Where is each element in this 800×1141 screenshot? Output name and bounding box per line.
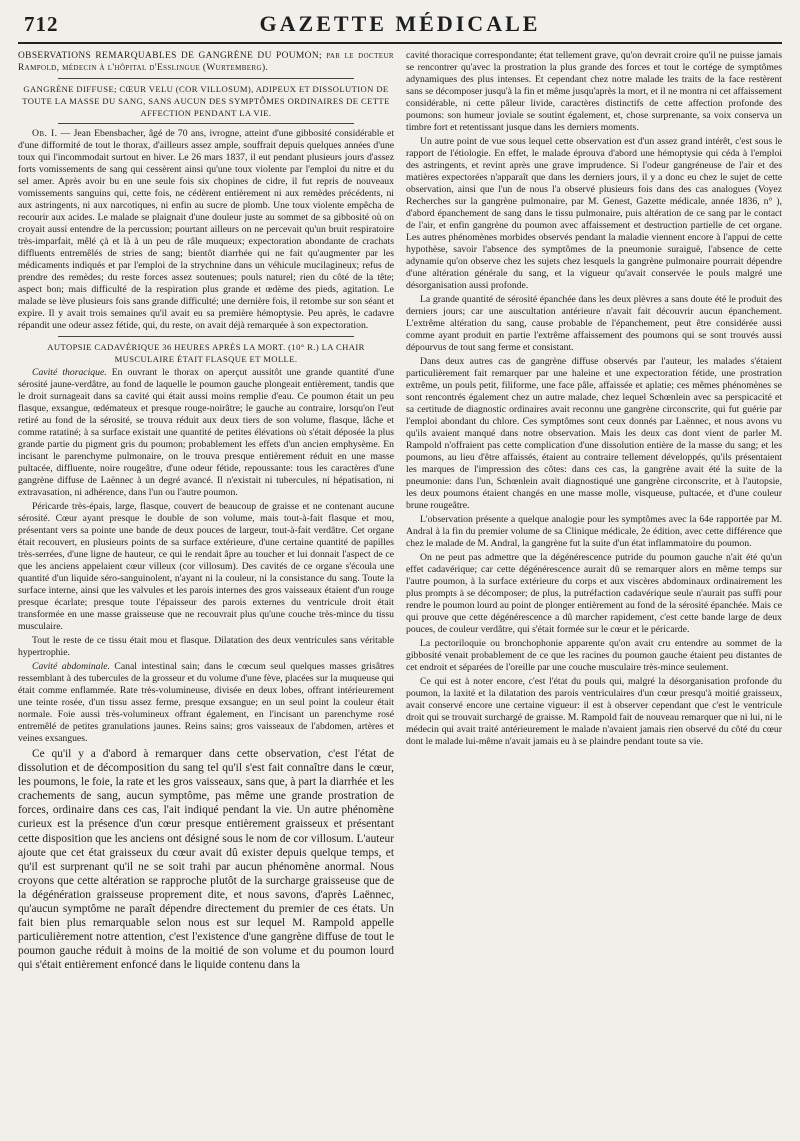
abdomen-text: Canal intestinal sain; dans le cœcum seul quelques masses grisâtres ressemblant à des tubercules de la grosseur et du volume d'une fève, placées sur la muqueuse qui était comme enflammée. Rate très-volumineuse, divisée en deux lobes, offrant intérieurement une teinte rosée, d'un tissu assez ferme, presque exsangue; en un seul point la couleur était normale. Foie aussi très-volumineux offrant également, en l'incisant un parenchyme rosé entremêlé de petites granulations jaunes. Reins sains; gros vaisseaux de l'abdomen, artères et veines exsangues. [18, 661, 394, 744]
page-number: 712 [24, 12, 59, 36]
ventricles-paragraph: Tout le reste de ce tissu était mou et flasque. Dilatation des deux ventricules sans véritable hypertrophie. [18, 635, 394, 658]
commentary-paragraph: Ce qu'il y a d'abord à remarquer dans cette observation, c'est l'état de dissolution et de décomposition du sang tel qu'il s'est fait connaître dans le cœur, les poumons, le foie, la rate et les gros vaisseaux, sans que, à part la diarrhée et les crachements de sang, aucun symptôme, pas même une grande prostration de forces, ordinaire dans ces cas, l'ait indiqué pendant la vie. Un autre phénomène curieux est la présence d'un cœur presque entièrement graisseux et présentant cette disposition que les anciens ont désigné sous le nom de cor villosum. L'auteur ajoute que cet état graisseux du cœur avait dû exister depuis quelque temps, et qu'il est surprenant qu'il ne se soit trahi par aucun phénomène anormal. Nous croyons que cette altération se rapproche plutôt de la surcharge graisseuse que de la dégénération graisseuse proprement dite, et nous savons, d'après Laënnec, qu'aucun symptôme ne paraît dépendre directement du premier de ces états. Un fait bien plus remarquable selon nous est sur lequel M. Rampold appelle particulièrement notre attention, c'est l'existence d'une gangrène diffuse de tout le poumon gauche réduit à moins de la moitié de son volume et du poumon lourd qui s'était entièrement enfoncé dans le liquide contenu dans la [18, 748, 394, 972]
continuation-paragraph: cavité thoracique correspondante; état tellement grave, qu'on devrait croire qu'il ne puisse jamais se rencontrer qu'avec la prostration la plus grande des forces et tout le cortége de symptômes adynamiques des plus intenses. Et cependant chez notre malade les traits de la face restèrent sans se décomposer jusqu'à la fin et même jusqu'après la mort, et il ne montra ni cet affaissement considérable, ni cette pâleur livide, caractères distinctifs de cette affection profonde des poumons: son humeur joviale se soutint également, et, chose surprenante, sa voix conserva un timbre fort et retentissant jusque dans les derniers moments. [406, 50, 782, 133]
observation-paragraph [18, 128, 394, 332]
thorax-paragraph [18, 367, 394, 499]
autopsy-heading: AUTOPSIE CADAVÉRIQUE 36 HEURES APRÈS LA MORT. (10° R.) LA CHAIR MUSCULAIRE ÉTAIT FLASQUE ET MOLLE. [47, 342, 365, 364]
pulse-paragraph: Ce qui est à noter encore, c'est l'état du pouls qui, malgré la désorganisation profonde du poumon, la laxité et la dilatation des parois ventriculaires d'un cœur presqu'à moitié graisseux, avait conservé encore une certaine vigueur: il est à observer cependant que c'est le ventricule droit qui se trouvait surchargé de graisse. M. Rampold fait de nouveau remarquer que ni lui, ni le médecin qui avait traité antérieurement le malade n'avaient jamais rien observé du côté du cœur dont le malade lui-même n'avait jamais eu à se plaindre pendant toute sa vie. [406, 676, 782, 747]
left-column [18, 50, 394, 1135]
right-column [406, 50, 782, 1135]
etiology-paragraph: Un autre point de vue sous lequel cette observation est d'un assez grand intérêt, c'est sous le rapport de l'étiologie. En effet, le malade éprouva d'abord une hémoptysie qui céda à l'emploi des astringents, et revint après une grave imprudence. Si l'odeur gangréneuse de l'air et des matières expectorées n'apparaît que dans les derniers jours, il y a donc eu chez le sujet de cette observation, ainsi que l'un de nous l'a observé plusieurs fois dans des cas analogues (Voyez Recherches sur la gangrène pulmonaire, par M. Genest, Gazette médicale, année 1836, n° ), d'abord épanchement de sang dans le tissu pulmonaire, puis altération de ce sang par le contact de l'air, et enfin gangrène du poumon avec affaissement et destruction partielle de cet organe. Les autres phénomènes morbides observés pendant la maladie viennent encore à l'appui de cette hypothèse, savoir l'absence des symptômes de la pneumonie suraiguë, l'absence de cette adynamie qu'on observe chez les sujets chez lesquels la gangrène pulmonaire pourrait dépendre d'une altération générale du sang, et la vigueur qu'avait conservée le pouls malgré une désorganisation aussi profonde. [406, 136, 782, 291]
serosity-paragraph: La grande quantité de sérosité épanchée dans les deux plèvres a sans doute été le produit des derniers jours; car une auscultation antérieure n'avait fait découvrir aucun épanchement. L'extrême altération du sang, cause probable de l'épanchement, peut être considérée aussi comme ayant produit en partie l'extrême affaissement des poumons qui se sont trouvés aussi dépourvus de tout sang ferme et consistant. [406, 294, 782, 353]
subtitle-rule [58, 123, 354, 124]
observation-label: Ob. I. [32, 128, 58, 139]
pectoriloquy-paragraph: La pectoriloquie ou bronchophonie apparente qu'on avait cru entendre au sommet de la gibbosité venait probablement de ce que les racines du poumon gauche étaient peu distantes de cet endroit et séparées de l'oreille par une couche musculaire très-mince seulement. [406, 638, 782, 673]
autopsy-rule [58, 336, 354, 337]
article-subtitle: GANGRÈNE DIFFUSE; CŒUR VELU (COR VILLOSUM), ADIPEUX ET DISSOLUTION DE TOUTE LA MASSE DU SANG, SANS AUCUN DES SYMPTÔMES ORDINAIRES DE CETTE AFFECTION PENDANT LA VIE. [22, 84, 390, 118]
masthead-title: GAZETTE MÉDICALE [259, 11, 541, 36]
page-header [18, 8, 782, 44]
pericarde-paragraph: Péricarde très-épais, large, flasque, couvert de beaucoup de graisse et ne contenant aucune sérosité. Cœur ayant presque le double de son volume, mais tout-à-fait flasque et mou, présentant vers sa pointe une bande de deux pouces de largeur, tout-à-fait verdâtre. Cet organe était recouvert, en plusieurs points de sa surface extérieure, d'une certaine quantité de papilles très-serrées, d'une ligne de hauteur, ce qui le rendait âpre au toucher et lui donnait l'aspect de ce que les anciens appelaient cœur villeux (cor villosum). Des cavités de ce organe s'écoula une quantité d'un liquide séro-sanguinolent, n'ayant ni la couleur, ni la consistance du sang. Toute la surface interne, ainsi que les valvules et les parois internes des gros vaisseaux étaient d'un rouge presque écarlate; presque toute l'épaisseur des parois externes du ventricule droit était transformée en une masse graisseuse que ne recouvrait plus qu'une couche très-mince du tissu musculaire. [18, 501, 394, 632]
abdomen-paragraph [18, 661, 394, 745]
andral-paragraph: L'observation présente a quelque analogie pour les symptômes avec la 64e rapportée par M. Andral à la fin du premier volume de sa Clinique médicale, 2e édition, avec cette différence que chez le malade de M. Andral, la gangrène fut la suite d'un état inflammatoire du poumon. [406, 514, 782, 549]
cadaveric-paragraph: On ne peut pas admettre que la dégénérescence putride du poumon gauche n'ait été qu'un effet cadavérique; car cette dégénérescence aurait dû se remarquer alors en même temps sur l'autre poumon, à la surface extérieure du corps et aux viscères abdominaux ordinairement les plus prompts à se décomposer; de plus, la putréfaction cadavérique seule n'aurait pas suffi pour rendre le poumon lourd au point de plonger entièrement au fond de la sérosité épanchée. Mais ce qui prouve que cette dégénérescence a dû marcher rapidement, c'est cette bande large de deux pouces, de couleur verdâtre, qui s'était formée sur le cœur et le péricarde. [406, 552, 782, 635]
article-title: OBSERVATIONS REMARQUABLES DE GANGRÈNE DU POUMON; par le docteur Rampold, médecin à l'hôpital d'Esslingue (Wurtemberg). [18, 51, 394, 73]
thorax-label: Cavité thoracique. [32, 367, 107, 378]
other-cases-paragraph: Dans deux autres cas de gangrène diffuse observés par l'auteur, les malades s'étaient particulièrement fait remarquer par une haleine et une expectoration fétide, une prostration extrême, un pouls petit, filiforme, une face pâle, affaissée et aplatie; ces mêmes phénomènes se sont rencontrés également chez un autre malade, chez lequel Schœnlein avec sa perspicacité et sa certitude de diagnostic ordinaires avait reconnu une gangrène circonscrite, qui fut guérie par l'emploi abondant du chlore. Ces symptômes sont ceux donnés par Laënnec, et nous avons vu qu'ils avaient manqué dans notre observation. Mais les deux cas dont vient de parler M. Rampold n'offraient pas cette complication d'une dissolution entière de la masse du sang; et les poumons, au lieu d'être affaissés, étaient au contraire tellement développés, qu'ils présentaient les marques de l'impression des côtes: dans ces cas, la gangrène avait été la suite de la pneumonie: dans l'un, Schœnlein avait diagnostiqué une gangrène circonscrite, et à l'autopsie, les deux poumons étaient changés en une masse molle, visqueuse, pultacée, et d'une couleur brune rougeâtre. [406, 356, 782, 511]
abdomen-label: Cavité abdominale. [32, 661, 110, 672]
text-columns [18, 50, 782, 1135]
observation-text: — Jean Ebensbacher, âgé de 70 ans, ivrogne, atteint d'une gibbosité considérable et d'une difformité de tout le thorax, d'ailleurs assez ample, souffrait depuis quelques années d'une toux qui l'incommodait surtout en hiver. Le 26 mars 1837, il eut pendant plusieurs jours d'assez forts vomissements de sang qui cessèrent ainsi qu'une toux violente par l'emploi du nitre et du sel amer. Après avoir bu en une seule fois six chopines de cidre, il fut repris de nouveaux vomissements sanguins qui, cette fois, ne cédèrent entièrement ni aux remèdes précédents, ni aux astringents, ni aux narcotiques, ni enfin au sucre de plomb. Une toux violente empêcha de recourir aux acides. Le malade se plaignait d'une douleur juste au sommet de sa gibbosité où on croyait aussi entendre de la percussion; pourtant ailleurs on ne percevait qu'un bruit respiratoire très-imparfait, mêlé çà et là à un peu de râle muqueux; expectoration abondante de crachats diffluents entremêlés de stries de sang; bientôt diarrhée qui ne fait qu'augmenter par les médicaments indiqués et par l'emploi de la strychnine dans un véhicule mucilagineux; refus de prendre des remèdes; du reste forces assez soutenues; pouls naturel; rien du côté de la tête; aspect bon; mais difficulté de la respiration plus grande et œdème des pieds, agitation. Le malade se lève plusieurs fois sans grande difficulté; une dernière fois, il retombe sur son séant et expire. Il y avait trois semaines qu'il avait eu sa première hémoptysie. Peu après, le cadavre répandit une odeur assez fétide, qui, du reste, on avait déjà remarquée à son expectoration. [18, 128, 394, 331]
title-rule [58, 78, 354, 79]
thorax-text: En ouvrant le thorax on aperçut aussitôt une grande quantité d'une sérosité jaune-verdâtre, au fond de laquelle le poumon gauche plongeait entièrement, tandis que le droit surnageait dans sa cavité qui était aussi moins remplie d'eau. Ce poumon était un peu flasque, exsangue, œdémateux et presque rouge-noirâtre; le gauche au contraire, lorsqu'on l'eut retiré au fond de la sérosité, se trouva réduit aux deux tiers de son volume, flasque, lâche et comme ratatiné; à sa surface existait une quantité de petites élévations où s'était déposée la plus grande partie du pigment gris du poumon; probablement les effets d'un ancien emphysème. En incisant le parenchyme pulmonaire, on le trouva presque entièrement réduit en une masse pultacée, diffluente, noire rougeâtre, d'une odeur fétide, repoussante: tous les caractères d'une gangrène diffuse de Laënnec à un degré avancé. Il n'existait ni tubercules, ni hépatisation, ni extravasation, ni adhérence, dans l'un ou l'autre poumon. [18, 367, 394, 498]
